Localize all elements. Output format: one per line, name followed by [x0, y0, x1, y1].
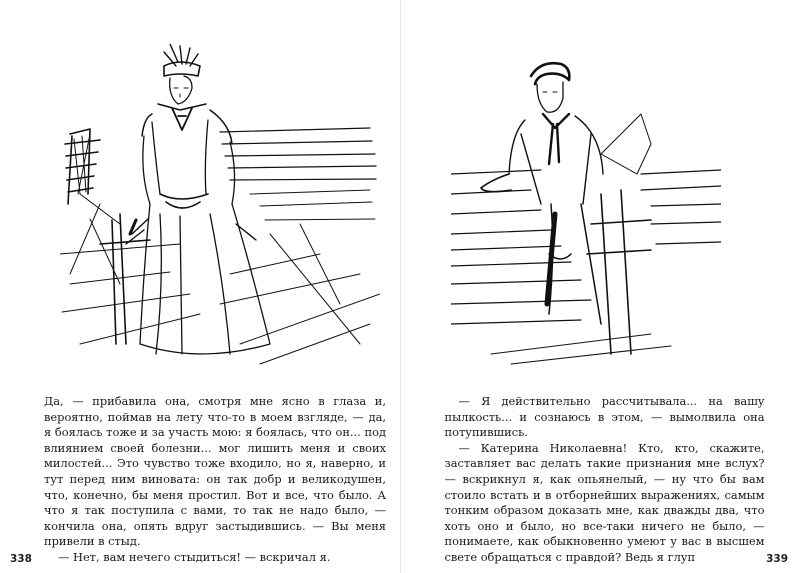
- paragraph: — Катерина Николаевна! Кто, кто, скажите, заставляет вас делать такие признания мне вслух? — вскрикнул я, как опьянелый, — ну что бы вам стоило встать и в отборнейших выражениях, самым тонким образом доказать мне, как дважды два, что хоть оно и было, но все-таки ничего не было, — понимаете, как обыкновенно умеют у вас в высшем свете обращаться с правдой? Ведь я глуп: [444, 440, 765, 564]
- paragraph: — Я действительно рассчитывала... на вашу пылкость... и сознаюсь в этом, — вымолвила она потупившись.: [444, 394, 765, 440]
- paragraph: Да, — прибавила она, смотря мне ясно в глаза и, вероятно, поймав на лету что-то в моем взгляде, — да, я боялась тоже и за участь мою: я боялась, что он... под влиянием своей болезни... мог лишить меня и своих милостей... Это чувство тоже входило, но я, наверно, и тут перед ним виновата: он так добр и великодушен, что, конечно, бы меня простил. Вот и все, что было. А что я так поступила с вами, то так не надо было, — кончила она, опять вдруг застыдившись. — Вы меня привели в стыд.: [44, 394, 386, 549]
- right-page: [401, 0, 800, 573]
- page-number: 339: [766, 553, 788, 565]
- page-number: 338: [10, 553, 32, 565]
- right-page-text: [445, 394, 765, 566]
- paragraph: — Нет, вам нечего стыдиться! — вскричал я.: [58, 549, 331, 564]
- young-man-seated-sketch: [451, 54, 721, 374]
- woman-seated-sketch: [60, 44, 380, 374]
- left-page-text: [44, 394, 386, 566]
